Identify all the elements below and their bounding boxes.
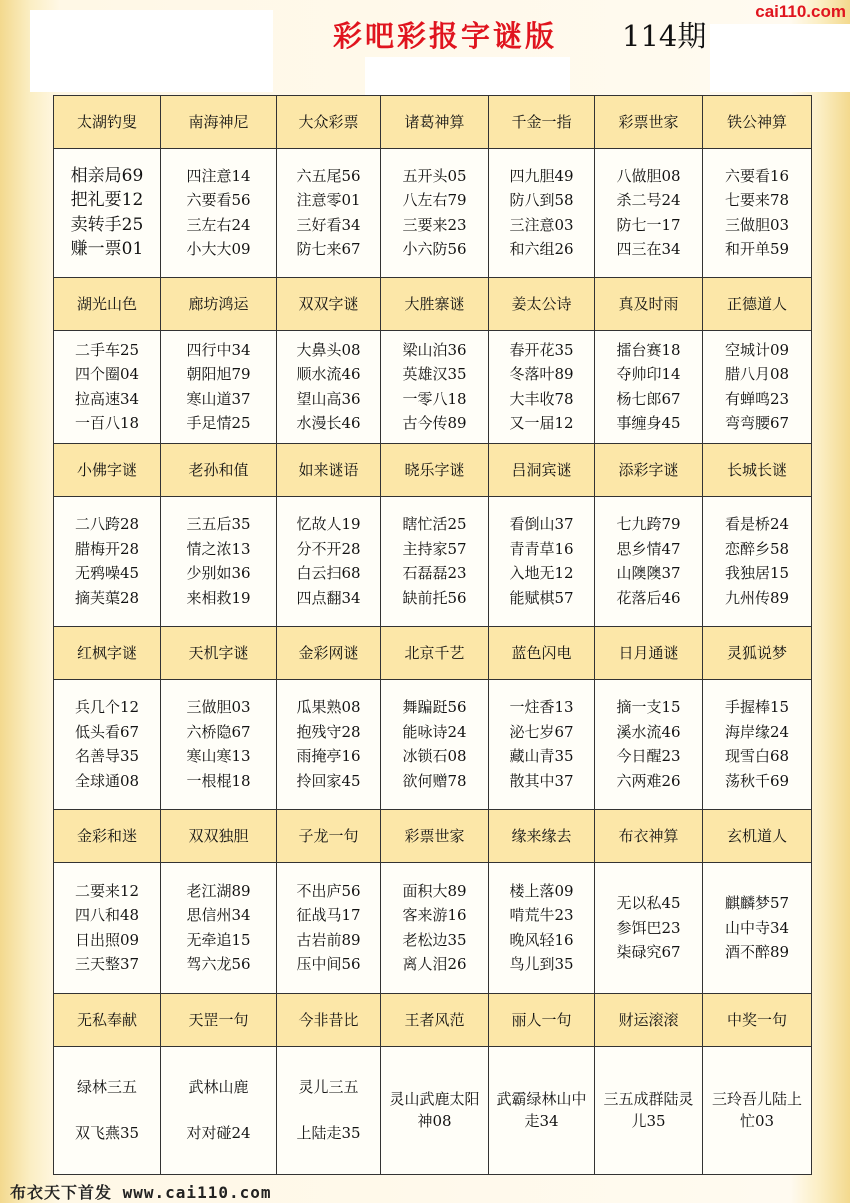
riddle-cell: [595, 330, 703, 443]
riddle-line: 恋醉乡58: [724, 539, 790, 558]
riddle-line: 冬落叶89: [509, 365, 574, 384]
riddle-cell: [54, 496, 161, 626]
riddle-line: 全球通08: [74, 771, 140, 790]
header-row: [54, 626, 812, 679]
riddle-line: 三左右24: [186, 215, 251, 234]
riddle-line: 三好看34: [296, 215, 361, 234]
header-row: [54, 993, 812, 1046]
riddle-cell: [381, 1046, 489, 1174]
blank-panel-right: [710, 24, 850, 92]
riddle-line: 古岩前89: [296, 930, 361, 949]
riddle-line: 拉高速34: [74, 389, 140, 408]
riddle-line: 分不开28: [296, 539, 361, 558]
line-gap: [54, 1098, 160, 1122]
riddle-cell: [54, 330, 161, 443]
riddle-line: 大鼻头08: [296, 340, 361, 359]
column-header: 布衣神算: [595, 809, 703, 862]
riddle-line: 杨七郎67: [616, 389, 681, 408]
riddle-line: 客来游16: [402, 906, 467, 925]
column-header: 如来谜语: [277, 443, 381, 496]
column-header: 天机字谜: [161, 626, 277, 679]
riddle-table: [53, 95, 812, 1175]
riddle-line: 又一届12: [509, 414, 574, 433]
riddle-line: 散其中37: [509, 771, 574, 790]
riddle-line: 青青草16: [509, 539, 574, 558]
riddle-line: 瞎忙活25: [402, 515, 467, 534]
riddle-cell: [595, 862, 703, 993]
riddle-cell: [381, 862, 489, 993]
riddle-line: 注意零01: [296, 191, 361, 210]
riddle-line: 四注意14: [186, 166, 251, 185]
column-header: 铁公神算: [703, 96, 812, 149]
riddle-row: [54, 1046, 812, 1174]
riddle-line: 灵儿三五: [298, 1078, 359, 1097]
riddle-cell: [54, 862, 161, 993]
riddle-line: 四点翻34: [296, 588, 361, 607]
riddle-cell: [161, 862, 277, 993]
header-row: [54, 96, 812, 149]
riddle-cell: [161, 330, 277, 443]
blank-panel-left: [30, 10, 273, 92]
riddle-line: 抱残守28: [296, 722, 361, 741]
riddle-line: 三五成群陆灵儿35: [603, 1090, 694, 1131]
riddle-line: 情之浓13: [186, 539, 251, 558]
riddle-line: 三做胆03: [186, 698, 251, 717]
riddle-cell: [703, 496, 812, 626]
riddle-line: 七九跨79: [616, 515, 681, 534]
column-header: 大胜寨谜: [381, 278, 489, 331]
column-header: 老孙和值: [161, 443, 277, 496]
riddle-line: 压中间56: [296, 955, 361, 974]
riddle-line: 看倒山37: [509, 515, 574, 534]
riddle-cell: [595, 1046, 703, 1174]
riddle-line: 二八跨28: [74, 515, 140, 534]
column-header: 湖光山色: [54, 278, 161, 331]
riddle-line: 泌七岁67: [509, 722, 574, 741]
riddle-line: 日出照09: [74, 930, 140, 949]
riddle-line: 四三在34: [616, 240, 681, 259]
column-header: 日月通谜: [595, 626, 703, 679]
riddle-line: 和六组26: [509, 240, 574, 259]
riddle-line: 小大大09: [186, 240, 251, 259]
column-header: 小佛字谜: [54, 443, 161, 496]
riddle-cell: [277, 496, 381, 626]
riddle-cell: [489, 862, 595, 993]
column-header: 缘来缘去: [489, 809, 595, 862]
riddle-line: 六要看56: [186, 191, 251, 210]
column-header: 太湖钓叟: [54, 96, 161, 149]
riddle-line: 能赋棋57: [509, 588, 574, 607]
riddle-line: 望山高36: [296, 389, 361, 408]
column-header: 玄机道人: [703, 809, 812, 862]
column-header: 中奖一句: [703, 993, 812, 1046]
riddle-line: 寒山寒13: [186, 747, 251, 766]
riddle-line: 晚风轻16: [509, 930, 574, 949]
riddle-line: 忆故人19: [296, 515, 361, 534]
column-header: 正德道人: [703, 278, 812, 331]
riddle-line: 六五尾56: [296, 166, 361, 185]
riddle-line: 思乡情47: [616, 539, 681, 558]
riddle-line: 四个圈04: [74, 365, 140, 384]
riddle-line: 朝阳旭79: [186, 365, 251, 384]
header-row: [54, 809, 812, 862]
column-header: 彩票世家: [595, 96, 703, 149]
riddle-line: 顺水流46: [296, 365, 361, 384]
riddle-line: 春开花35: [509, 340, 574, 359]
riddle-line: 二要来12: [74, 881, 140, 900]
header-row: [54, 443, 812, 496]
riddle-line: 对对碰24: [186, 1124, 251, 1143]
riddle-line: 三五后35: [186, 515, 251, 534]
column-header: 诸葛神算: [381, 96, 489, 149]
riddle-line: 瓜果熟08: [296, 698, 361, 717]
riddle-line: 手足情25: [186, 414, 251, 433]
riddle-line: 石磊磊23: [402, 564, 467, 583]
riddle-row: [54, 862, 812, 993]
riddle-line: 七要来78: [724, 191, 790, 210]
column-header: 吕洞宾谜: [489, 443, 595, 496]
riddle-line: 一零八18: [402, 389, 467, 408]
riddle-line: 手握棒15: [724, 698, 790, 717]
riddle-cell: [595, 679, 703, 809]
column-header: 廊坊鸿运: [161, 278, 277, 331]
column-header: 红枫字谜: [54, 626, 161, 679]
riddle-line: 冰锁石08: [402, 747, 467, 766]
riddle-line: 现雪白68: [724, 747, 790, 766]
riddle-cell: [703, 862, 812, 993]
riddle-line: 柒碌究67: [616, 943, 681, 962]
riddle-line: 驾六龙56: [186, 955, 251, 974]
riddle-cell: [161, 496, 277, 626]
riddle-cell: [277, 679, 381, 809]
column-header: 无私奉献: [54, 993, 161, 1046]
riddle-cell: [161, 148, 277, 277]
column-header: 大众彩票: [277, 96, 381, 149]
riddle-line: 四八和48: [74, 906, 140, 925]
column-header: 丽人一句: [489, 993, 595, 1046]
column-header: 千金一指: [489, 96, 595, 149]
riddle-line: 三玲吾儿陆上忙03: [711, 1090, 802, 1131]
riddle-line: 看是桥24: [724, 515, 790, 534]
line-gap: [277, 1098, 380, 1122]
riddle-line: 八做胆08: [616, 166, 681, 185]
riddle-line: 山中寺34: [724, 918, 790, 937]
riddle-cell: [703, 148, 812, 277]
riddle-line: 离人泪26: [402, 955, 467, 974]
riddle-line: 防七来67: [296, 240, 361, 259]
riddle-cell: [489, 1046, 595, 1174]
riddle-line: 荡秋千69: [724, 771, 790, 790]
riddle-line: 花落后46: [616, 588, 681, 607]
riddle-cell: [54, 679, 161, 809]
column-header: 姜太公诗: [489, 278, 595, 331]
column-header: 今非昔比: [277, 993, 381, 1046]
riddle-row: [54, 496, 812, 626]
riddle-line: 老江湖89: [186, 881, 251, 900]
riddle-line: 相亲局69: [70, 165, 144, 186]
riddle-line: 少别如36: [186, 564, 251, 583]
riddle-line: 海岸缘24: [724, 722, 790, 741]
riddle-line: 雨掩亭16: [296, 747, 361, 766]
riddle-line: 腊梅开28: [74, 539, 140, 558]
riddle-line: 一根棍18: [186, 771, 251, 790]
header-row: [54, 278, 812, 331]
riddle-line: 楼上落09: [509, 881, 574, 900]
riddle-cell: [489, 679, 595, 809]
riddle-line: 三注意03: [509, 215, 574, 234]
riddle-line: 防八到58: [509, 191, 574, 210]
column-header: 南海神尼: [161, 96, 277, 149]
riddle-cell: [161, 679, 277, 809]
riddle-cell: [277, 862, 381, 993]
riddle-line: 不出庐56: [296, 881, 361, 900]
riddle-line: 二手车25: [74, 340, 140, 359]
column-header: 金彩网谜: [277, 626, 381, 679]
riddle-line: 双飞燕35: [74, 1124, 140, 1143]
column-header: 双双独胆: [161, 809, 277, 862]
riddle-line: 八左右79: [402, 191, 467, 210]
riddle-line: 弯弯腰67: [724, 414, 790, 433]
riddle-line: 藏山青35: [509, 747, 574, 766]
riddle-line: 五开头05: [402, 166, 467, 185]
riddle-cell: [161, 1046, 277, 1174]
riddle-line: 思信州34: [186, 906, 251, 925]
riddle-line: 寒山道37: [186, 389, 251, 408]
riddle-line: 无鸦噪45: [74, 564, 140, 583]
riddle-line: 舞蹁跹56: [402, 698, 467, 717]
column-header: 添彩字谜: [595, 443, 703, 496]
column-header: 真及时雨: [595, 278, 703, 331]
riddle-line: 六桥隐67: [186, 722, 251, 741]
riddle-line: 兵几个12: [74, 698, 140, 717]
riddle-line: 名善导35: [74, 747, 140, 766]
riddle-line: 古今传89: [402, 414, 467, 433]
riddle-line: 摘芙蕖28: [74, 588, 140, 607]
riddle-cell: [381, 679, 489, 809]
column-header: 天罡一句: [161, 993, 277, 1046]
riddle-cell: [489, 148, 595, 277]
riddle-line: 老松边35: [402, 930, 467, 949]
column-header: 财运滚滚: [595, 993, 703, 1046]
riddle-line: 能咏诗24: [402, 722, 467, 741]
riddle-line: 啃荒牛23: [509, 906, 574, 925]
column-header: 灵狐说梦: [703, 626, 812, 679]
riddle-row: [54, 148, 812, 277]
riddle-cell: [381, 148, 489, 277]
column-header: 晓乐字谜: [381, 443, 489, 496]
riddle-line: 夺帅印14: [616, 365, 681, 384]
riddle-cell: [54, 1046, 161, 1174]
site-link[interactable]: cai110.com: [755, 2, 846, 21]
riddle-line: 英雄汉35: [402, 365, 467, 384]
column-header: 彩票世家: [381, 809, 489, 862]
riddle-cell: [381, 330, 489, 443]
riddle-cell: [54, 148, 161, 277]
riddle-cell: [489, 496, 595, 626]
riddle-line: 有蝉鸣23: [724, 389, 790, 408]
riddle-line: 杀二号24: [616, 191, 681, 210]
riddle-line: 大丰收78: [509, 389, 574, 408]
column-header: 金彩和迷: [54, 809, 161, 862]
issue-number: 114期: [622, 19, 707, 53]
riddle-line: 上陆走35: [296, 1124, 361, 1143]
riddle-line: 征战马17: [296, 906, 361, 925]
riddle-line: 一百八18: [74, 414, 140, 433]
footer-credit: 布衣天下首发 www.cai110.com: [10, 1183, 272, 1202]
riddle-line: 把礼要12: [70, 190, 144, 211]
riddle-line: 六两难26: [616, 771, 681, 790]
riddle-line: 面积大89: [402, 881, 467, 900]
riddle-line: 我独居15: [724, 564, 790, 583]
riddle-line: 参饵巴23: [616, 918, 681, 937]
riddle-line: 擂台赛18: [616, 340, 681, 359]
riddle-line: 灵山武鹿太阳神08: [389, 1090, 480, 1131]
riddle-line: 今日醒23: [616, 747, 681, 766]
riddle-line: 小六防56: [402, 240, 467, 259]
riddle-cell: [703, 330, 812, 443]
riddle-cell: [703, 679, 812, 809]
riddle-cell: [595, 496, 703, 626]
riddle-cell: [381, 496, 489, 626]
riddle-line: 三做胆03: [724, 215, 790, 234]
column-header: 蓝色闪电: [489, 626, 595, 679]
riddle-line: 山隩隩37: [616, 564, 681, 583]
riddle-line: 缺前托56: [402, 588, 467, 607]
riddle-line: 水漫长46: [296, 414, 361, 433]
riddle-line: 卖转手25: [70, 214, 144, 235]
riddle-line: 无牵追15: [186, 930, 251, 949]
line-gap: [161, 1098, 276, 1122]
riddle-line: 低头看67: [74, 722, 140, 741]
riddle-line: 腊八月08: [724, 365, 790, 384]
riddle-line: 九州传89: [724, 588, 790, 607]
riddle-cell: [489, 330, 595, 443]
column-header: 王者风范: [381, 993, 489, 1046]
column-header: 北京千艺: [381, 626, 489, 679]
riddle-line: 来相救19: [186, 588, 251, 607]
riddle-line: 武林山鹿: [188, 1078, 249, 1097]
riddle-cell: [277, 148, 381, 277]
riddle-row: [54, 679, 812, 809]
riddle-cell: [595, 148, 703, 277]
riddle-line: 四行中34: [186, 340, 251, 359]
riddle-line: 拎回家45: [296, 771, 361, 790]
riddle-line: 鸟儿到35: [509, 955, 574, 974]
riddle-line: 欲何赠78: [402, 771, 467, 790]
page-title: 彩吧彩报字谜版: [333, 19, 558, 53]
column-header: 双双字谜: [277, 278, 381, 331]
riddle-line: 一炷香13: [509, 698, 574, 717]
riddle-line: 摘一支15: [616, 698, 681, 717]
riddle-cell: [277, 330, 381, 443]
riddle-line: 空城计09: [724, 340, 790, 359]
riddle-line: 三要来23: [402, 215, 467, 234]
riddle-line: 武霸绿林山中走34: [496, 1090, 587, 1131]
riddle-line: 白云扫68: [296, 564, 361, 583]
riddle-line: 四九胆49: [509, 166, 574, 185]
riddle-cell: [703, 1046, 812, 1174]
riddle-line: 防七一17: [616, 215, 681, 234]
riddle-line: 溪水流46: [616, 722, 681, 741]
riddle-cell: [277, 1046, 381, 1174]
column-header: 子龙一句: [277, 809, 381, 862]
riddle-line: 入地无12: [509, 564, 574, 583]
riddle-line: 赚一票01: [70, 239, 144, 260]
riddle-line: 无以私45: [616, 894, 681, 913]
riddle-line: 梁山泊36: [402, 340, 467, 359]
riddle-line: 六要看16: [724, 166, 790, 185]
blank-panel-center: [365, 57, 570, 95]
riddle-line: 酒不醉89: [724, 943, 790, 962]
riddle-line: 绿林三五: [76, 1078, 137, 1097]
riddle-line: 三天整37: [74, 955, 140, 974]
riddle-line: 事缠身45: [616, 414, 681, 433]
riddle-line: 麒麟梦57: [724, 894, 790, 913]
riddle-line: 和开单59: [724, 240, 790, 259]
riddle-line: 主持家57: [402, 539, 467, 558]
riddle-row: [54, 330, 812, 443]
column-header: 长城长谜: [703, 443, 812, 496]
